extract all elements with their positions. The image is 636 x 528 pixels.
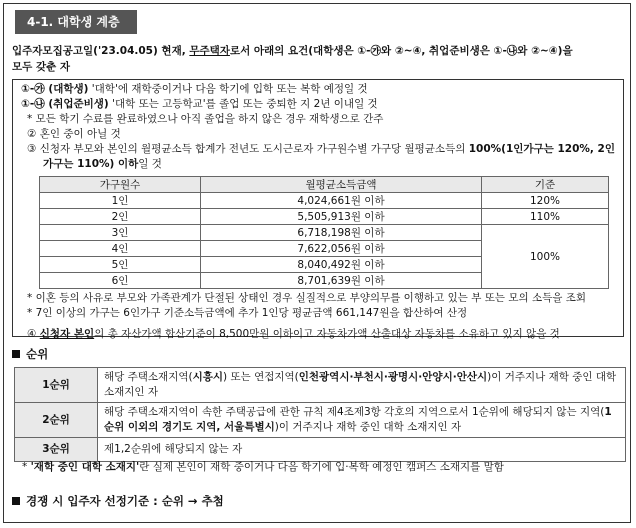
rank-2-bold: 1순위 이외의 경기도 지역, 서울특별시: [104, 406, 612, 433]
priority-note-pre: *: [22, 461, 31, 473]
criterion-4-pre: ④: [27, 328, 40, 340]
square-bullet-icon: [12, 497, 20, 505]
rank-description: 제1,2순위에 해당되지 않는 자: [98, 438, 626, 462]
criterion-3-bold: 100%(1인가구는 120%, 2인가구는 110%) 이하: [43, 143, 616, 170]
rank-1-bold-1: 시흥시: [192, 371, 224, 383]
competition-title: 경쟁 시 입주자 선정기준 :: [26, 494, 158, 508]
criterion-3-post: 일 것: [138, 158, 162, 170]
competition-value: 순위 → 추첨: [157, 494, 224, 508]
income-amount: 5,505,913원 이하: [201, 209, 482, 225]
criterion-1a-label: ①-㉮ (대학생): [21, 83, 89, 95]
criterion-2: ② 혼인 중이 아닐 것: [27, 128, 121, 140]
rank-1-mid: ) 또는 연접지역(: [223, 371, 299, 383]
priority-table: [14, 367, 626, 462]
income-note-1: * 이혼 등의 사유로 부모와 가족관계가 단절된 상태인 경우 실질적으로 부양의무를 이행하고 있는 부 또는 모의 소득을 조회: [27, 292, 586, 304]
intro-post: 로서 아래의 요건(대학생은 ①-㉮와 ②~④, 취업준비생은 ①-㉯와 ②~④)을: [229, 45, 573, 57]
priority-title: 순위: [26, 347, 49, 361]
criteria-box: [12, 79, 624, 340]
criterion-1b-label: ①-㉯ (취업준비생): [21, 98, 109, 110]
rank-description: [98, 403, 626, 438]
rank-label: 1순위: [15, 368, 98, 403]
rank-label: 2순위: [15, 403, 98, 438]
rank-1-bold-2: 인천광역시·부천시·광명시·안양시·안산시: [298, 371, 488, 383]
rank-label: 3순위: [15, 438, 98, 462]
income-amount: 8,040,492원 이하: [201, 257, 482, 273]
rank-2-post: )이 거주지나 재학 중인 대학 소재지인 자: [274, 421, 462, 433]
household-size: 5인: [40, 257, 201, 273]
criterion-1a-text: '대학'에 재학중이거나 다음 학기에 입학 또는 복학 예정일 것: [88, 83, 368, 95]
intro-pre: 입주자모집공고일('23.04.05) 현재,: [12, 45, 190, 57]
table-row: [40, 225, 609, 241]
standard-cell: 120%: [482, 193, 609, 209]
col-household: 가구원수: [40, 177, 201, 193]
rank-2-pre: 해당 주택소재지역이 속한 주택공급에 관한 규칙 제4조제3항 각호의 지역으로서 1순위에 해당되지 않는 지역(: [104, 406, 605, 418]
criterion-1a: [21, 82, 615, 97]
square-bullet-icon: [12, 350, 20, 358]
criterion-1b-text: '대학 또는 고등학교'를 졸업 또는 중퇴한 지 2년 이내일 것: [108, 98, 378, 110]
rank-1-pre: 해당 주택소재지역(: [104, 371, 193, 383]
household-size: 1인: [40, 193, 201, 209]
section-title: 4-1. 대학생 계층: [15, 10, 137, 34]
criterion-3: [21, 142, 615, 172]
competition-heading: [12, 493, 224, 509]
table-row: [40, 209, 609, 225]
criterion-1-note: * 모든 학기 수료를 완료하였으나 아직 졸업을 하지 않은 경우 재학생으로 간주: [27, 113, 384, 125]
intro-line2: 모두 갖춘 자: [12, 61, 71, 73]
table-row: [15, 368, 626, 403]
household-size: 6인: [40, 273, 201, 289]
criterion-3-pre: ③ 신청자 부모와 본인의 월평균소득 합계가 전년도 도시근로자 가구원수별 가구당 월평균소득의: [27, 143, 469, 155]
intro-underlined: 무주택자: [189, 45, 230, 57]
criterion-1b: [21, 97, 615, 112]
eligibility-intro: [12, 43, 624, 75]
standard-cell: 110%: [482, 209, 609, 225]
col-standard: 기준: [482, 177, 609, 193]
table-row: [15, 438, 626, 462]
income-amount: 7,622,056원 이하: [201, 241, 482, 257]
priority-note-bold: '재학 중인 대학 소재지': [30, 461, 140, 473]
income-amount: 4,024,661원 이하: [201, 193, 482, 209]
rank-1-post: )이 거주지나 재학 중인 대학 소재지인 자: [104, 371, 617, 398]
income-table: [39, 176, 609, 289]
priority-note: [22, 459, 504, 474]
col-income: 월평균소득금액: [201, 177, 482, 193]
income-amount: 6,718,198원 이하: [201, 225, 482, 241]
table-row: [40, 193, 609, 209]
priority-note-post: 란 실제 본인이 재학 중이거나 다음 학기에 입·복학 예정인 캠퍼스 소재지를 말함: [139, 461, 504, 473]
household-size: 4인: [40, 241, 201, 257]
income-note-2: * 7인 이상의 가구는 6인가구 기준소득금액에 추가 1인당 평균금액 661,147원을 합산하여 산정: [27, 307, 468, 319]
income-amount: 8,701,639원 이하: [201, 273, 482, 289]
household-size: 2인: [40, 209, 201, 225]
income-table-header: [40, 177, 609, 193]
standard-cell: 100%: [482, 225, 609, 289]
household-size: 3인: [40, 225, 201, 241]
priority-heading: [12, 346, 48, 362]
criterion-4-bold: 신청자 본인: [39, 328, 95, 340]
table-row: [15, 403, 626, 438]
criterion-4: [21, 327, 615, 342]
rank-description: [98, 368, 626, 403]
criterion-4-post: 의 총 자산가액 합산기준이 8,500만원 이하이고 자동차가액 산출대상 자동차를 소유하고 있지 않을 것: [94, 328, 560, 340]
